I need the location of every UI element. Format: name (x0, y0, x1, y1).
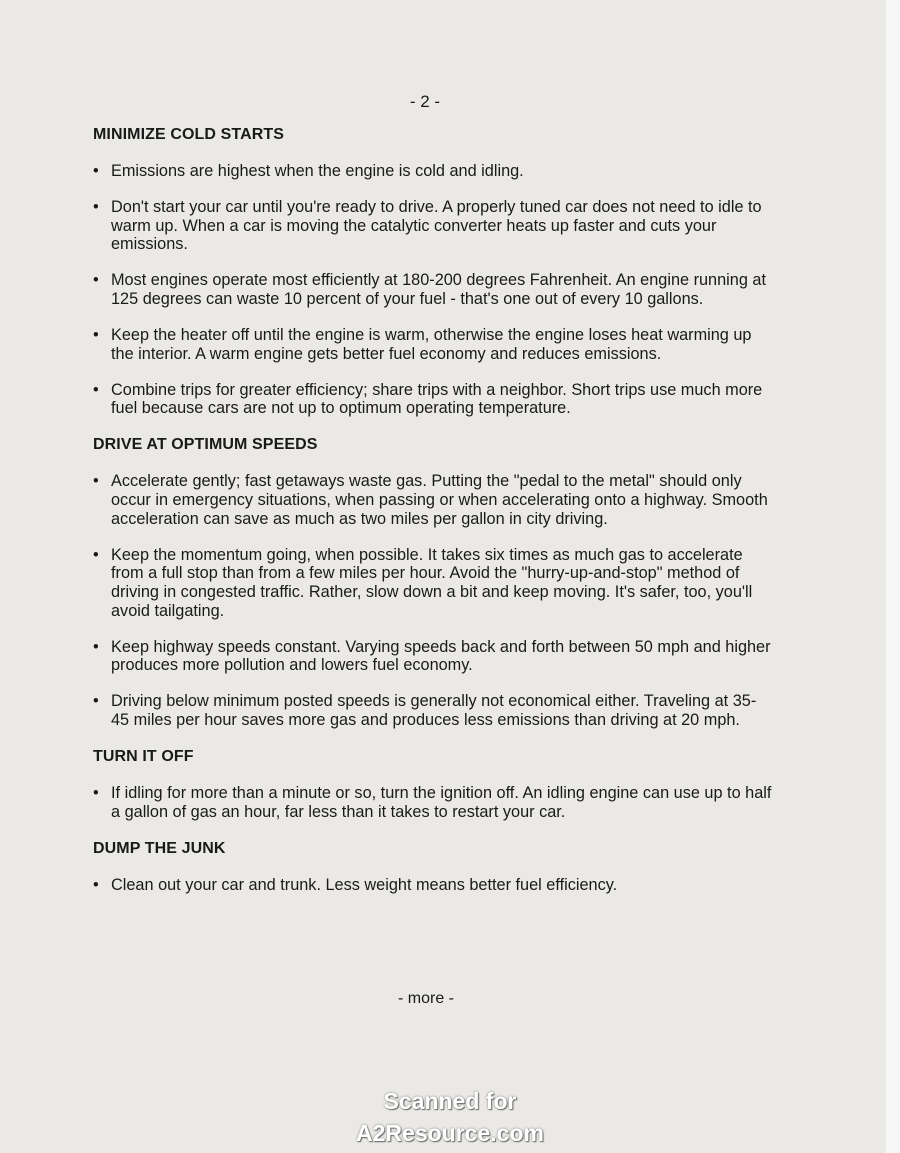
section-dump-the-junk (93, 839, 773, 895)
bullet-item: • Accelerate gently; fast getaways waste gas. Putting the "pedal to the metal" should only occur in emergency situations, when passing or when accelerating onto a highway. Smooth acceleration can save as much as two miles per gallon in city driving. (93, 472, 773, 528)
bullet-item: • Keep the heater off until the engine is warm, otherwise the engine loses heat warming up the interior. A warm engine gets better fuel economy and reduces emissions. (93, 326, 773, 363)
bullet-list (93, 876, 773, 895)
bullet-item: • Driving below minimum posted speeds is generally not economical either. Traveling at 35-45 miles per hour saves more gas and produces less emissions than driving at 20 mph. (93, 692, 773, 729)
section-turn-it-off (93, 747, 773, 821)
section-drive-at-optimum-speeds (93, 435, 773, 729)
bullet-item: • If idling for more than a minute or so, turn the ignition off. An idling engine can use up to half a gallon of gas an hour, far less than it takes to restart your car. (93, 784, 773, 821)
section-heading: MINIMIZE COLD STARTS (93, 126, 285, 143)
bullet-item: • Keep the momentum going, when possible. It takes six times as much gas to accelerate from a full stop than from a few miles per hour. Avoid the "hurry-up-and-stop" method of driving in congested traffic. Rather, slow down a bit and keep moving. It's safer, too, you'll avoid tailgating. (93, 546, 773, 620)
section-heading: TURN IT OFF (93, 747, 194, 765)
bullet-list (93, 784, 773, 821)
bullet-list (93, 472, 773, 729)
section-minimize-cold-starts (93, 125, 773, 418)
bullet-item: • Keep highway speeds constant. Varying speeds back and forth between 50 mph and higher produces more pollution and lowers fuel economy. (93, 638, 773, 675)
watermark-line-1: Scanned for (383, 1088, 517, 1114)
bullet-item: • Emissions are highest when the engine is cold and idling. (93, 162, 773, 181)
bullet-item: • Most engines operate most efficiently at 180-200 degrees Fahrenheit. An engine running at 125 degrees can waste 10 percent of your fuel - that's one out of every 10 gallons. (93, 271, 773, 308)
document-body (93, 125, 773, 912)
bullet-list (93, 162, 773, 418)
section-heading: DRIVE AT OPTIMUM SPEEDS (93, 436, 318, 454)
page-edge (886, 0, 900, 1153)
page-number: - 2 - (409, 92, 441, 111)
bullet-item: • Don't start your car until you're ready to drive. A properly tuned car does not need to idle to warm up. When a car is moving the catalytic converter heats up faster and cuts your emissions. (93, 198, 773, 254)
bullet-item: • Clean out your car and trunk. Less weight means better fuel efficiency. (93, 876, 773, 895)
section-heading: DUMP THE JUNK (93, 839, 226, 857)
watermark-line-2: A2Resource.com (356, 1120, 544, 1146)
continuation-note: - more - (398, 990, 454, 1007)
bullet-item: • Combine trips for greater efficiency; share trips with a neighbor. Short trips use much more fuel because cars are not up to optimum operating temperature. (93, 381, 773, 418)
